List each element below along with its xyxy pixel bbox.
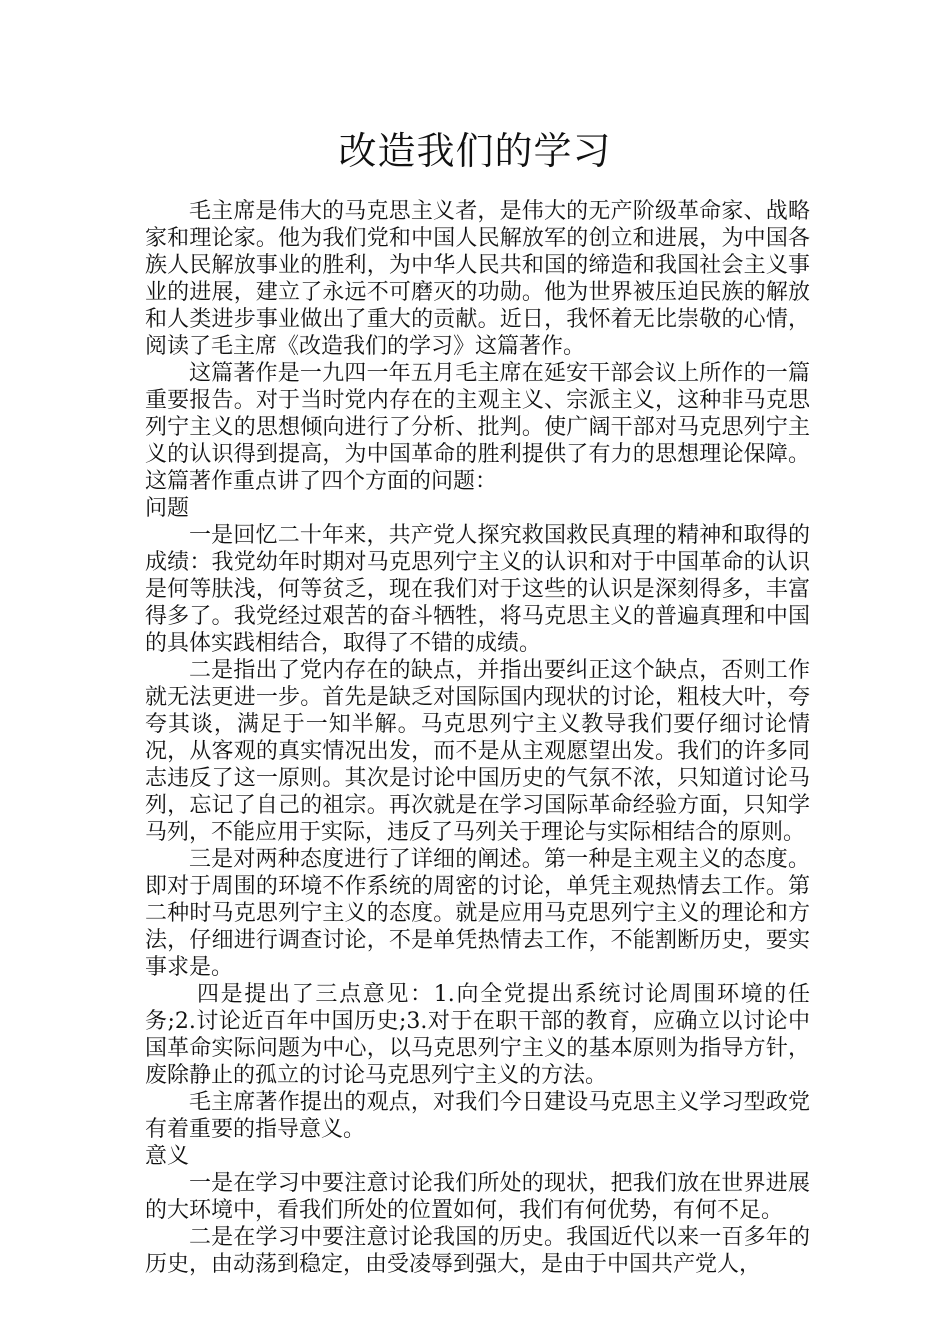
- paragraph-point-one: 一是回忆二十年来，共产党人探究救国救民真理的精神和取得的成绩：我党幼年时期对马克思列宁主义的认识和对于中国革命的认识是何等肤浅，何等贫乏，现在我们对于这些的认识是深刻得多，丰富得多了。我党经过艰苦的奋斗牺牲，将马克思主义的普遍真理和中国的具体实践相结合，取得了不错的成绩。: [145, 523, 810, 656]
- paragraph-point-two: 二是指出了党内存在的缺点，并指出要纠正这个缺点，否则工作就无法更进一步。首先是缺乏对国际国内现状的讨论，粗枝大叶，夸夸其谈，满足于一知半解。马克思列宁主义教导我们要仔细讨论情况，从客观的真实情况出发，而不是从主观愿望出发。我们的许多同志违反了这一原则。其次是讨论中国历史的气氛不浓，只知道讨论马列，忘记了自己的祖宗。再次就是在学习国际革命经验方面，只知学马列，不能应用于实际，违反了马列关于理论与实际相结合的原则。: [145, 658, 810, 845]
- paragraph-overview: 这篇著作是一九四一年五月毛主席在延安干部会议上所作的一篇重要报告。对于当时党内存在的主观主义、宗派主义，这种非马克思列宁主义的思想倾向进行了分析、批判。使广阔干部对马克思列宁主义的认识得到提高，为中国革命的胜利提供了有力的思想理论保障。这篇著作重点讲了四个方面的问题：: [145, 361, 810, 494]
- paragraph-significance-two: 二是在学习中要注意讨论我国的历史。我国近代以来一百多年的历史，由动荡到稳定，由受凌辱到强大，是由于中国共产党人，: [145, 1225, 810, 1277]
- document-title: 改造我们的学习: [338, 129, 612, 173]
- paragraph-point-three: 三是对两种态度进行了详细的阐述。第一种是主观主义的态度。即对于周围的环境不作系统的周密的讨论，单凭主观热情去工作。第二种时马克思列宁主义的态度。就是应用马克思列宁主义的理论和方法，仔细进行调查讨论，不是单凭热情去工作，不能割断历史，要实事求是。: [145, 847, 810, 980]
- paragraph-point-four: 四是提出了三点意见：1.向全党提出系统讨论周围环境的任务;2.讨论近百年中国历史;3.对于在职干部的教育，应确立以讨论中国革命实际问题为中心，以马克思列宁主义的基本原则为指导方针，废除静止的孤立的讨论马克思列宁主义的方法。: [145, 982, 810, 1088]
- section-heading-problems: 问题: [145, 496, 190, 521]
- document-body: [145, 198, 810, 1278]
- paragraph-intro: 毛主席是伟大的马克思主义者，是伟大的无产阶级革命家、战略家和理论家。他为我们党和中国人民解放军的创立和进展，为中国各族人民解放事业的胜利，为中华人民共和国的缔造和我国社会主义事业的进展，建立了永远不可磨灭的功勋。他为世界被压迫民族的解放和人类进步事业做出了重大的贡献。近日，我怀着无比崇敬的心情，阅读了毛主席《改造我们的学习》这篇著作。: [145, 199, 810, 359]
- paragraph-significance-summary: 毛主席著作提出的观点，对我们今日建设马克思主义学习型政党有着重要的指导意义。: [145, 1090, 810, 1142]
- section-heading-significance: 意义: [145, 1144, 190, 1169]
- paragraph-significance-one: 一是在学习中要注意讨论我们所处的现状，把我们放在世界进展的大环境中，看我们所处的位置如何，我们有何优势，有何不足。: [145, 1171, 810, 1223]
